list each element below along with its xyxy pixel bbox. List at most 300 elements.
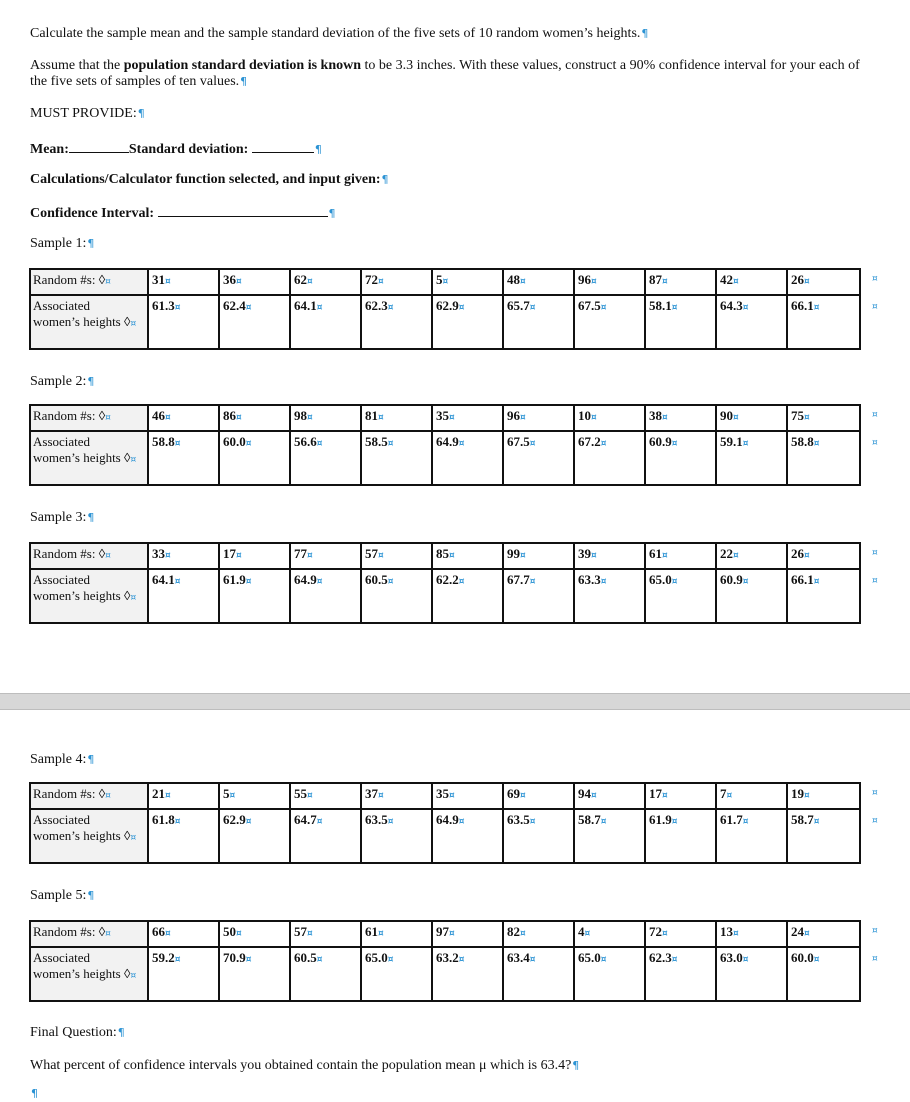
random-numbers-row: [30, 543, 860, 569]
cell-end-mark: ¤: [105, 791, 111, 801]
cell-end-mark: ¤: [458, 817, 465, 827]
table-cell: [432, 295, 503, 349]
table-cell: [716, 921, 787, 947]
cell-end-mark: ¤: [804, 277, 810, 287]
random-number-value: 57: [294, 924, 307, 939]
random-number-value: 13: [720, 924, 733, 939]
ci-blank[interactable]: [158, 204, 328, 217]
table-cell: [290, 543, 361, 569]
cell-end-mark: ¤: [316, 817, 323, 827]
random-number-value: 55: [294, 786, 307, 801]
cell-end-mark: ¤: [378, 551, 384, 561]
height-value: 58.7: [578, 812, 601, 827]
sample-2-title: Sample 2:¶: [30, 374, 95, 389]
cell-end-mark: ¤: [662, 277, 668, 287]
table-cell: [290, 921, 361, 947]
cell-end-mark: ¤: [671, 817, 678, 827]
height-value: 62.9: [436, 298, 459, 313]
diamond-mark: ◊: [98, 546, 106, 561]
cell-end-mark: ¤: [449, 929, 455, 939]
random-number-value: 26: [791, 546, 804, 561]
table-cell: [787, 569, 860, 623]
height-value: 58.8: [152, 434, 175, 449]
random-number-value: 17: [649, 786, 662, 801]
height-value: 60.5: [365, 572, 388, 587]
diamond-mark: ◊: [124, 828, 131, 843]
sample-5-title: Sample 5:¶: [30, 888, 95, 903]
cell-end-mark: ¤: [520, 551, 526, 561]
random-number-value: 96: [578, 272, 591, 287]
cell-end-mark: ¤: [316, 303, 323, 313]
table-cell: [361, 947, 432, 1001]
cell-end-mark: ¤: [600, 439, 607, 449]
cell-end-mark: ¤: [165, 551, 171, 561]
table-cell: [432, 947, 503, 1001]
table-cell: [219, 569, 290, 623]
cell-end-mark: ¤: [387, 955, 394, 965]
heights-label-line2: women’s heights: [33, 450, 121, 465]
table-cell: [290, 405, 361, 431]
cell-end-mark: ¤: [813, 439, 820, 449]
table-cell: [290, 947, 361, 1001]
cell-end-mark: ¤: [236, 929, 242, 939]
height-value: 58.8: [791, 434, 814, 449]
table-cell: [503, 405, 574, 431]
diamond-mark: ◊: [98, 786, 106, 801]
sample-1-table: [29, 268, 861, 350]
heights-label-cell: [30, 431, 148, 485]
cell-end-mark: ¤: [662, 929, 668, 939]
table-cell: [219, 543, 290, 569]
cell-end-mark: ¤: [662, 551, 668, 561]
random-number-value: 82: [507, 924, 520, 939]
cell-end-mark: ¤: [307, 277, 313, 287]
cell-end-mark: ¤: [130, 319, 137, 329]
table-cell: [148, 431, 219, 485]
row-end-mark: ¤: [872, 274, 878, 284]
cell-end-mark: ¤: [316, 955, 323, 965]
table-cell: [574, 921, 645, 947]
table-cell: [361, 921, 432, 947]
random-number-value: 17: [223, 546, 236, 561]
height-value: 64.3: [720, 298, 743, 313]
cell-end-mark: ¤: [378, 791, 384, 801]
random-numbers-row: [30, 405, 860, 431]
table-cell: [432, 809, 503, 863]
table-cell: [503, 431, 574, 485]
cell-end-mark: ¤: [449, 413, 455, 423]
cell-end-mark: ¤: [307, 413, 313, 423]
table-cell: [645, 809, 716, 863]
cell-end-mark: ¤: [458, 577, 465, 587]
heights-label-line2: women’s heights: [33, 588, 121, 603]
table-cell: [716, 295, 787, 349]
table-cell: [361, 809, 432, 863]
table-cell: [503, 543, 574, 569]
cell-end-mark: ¤: [600, 817, 607, 827]
height-value: 65.7: [507, 298, 530, 313]
cell-end-mark: ¤: [174, 577, 181, 587]
table-cell: [290, 783, 361, 809]
cell-end-mark: ¤: [174, 439, 181, 449]
table-cell: [219, 431, 290, 485]
mean-blank[interactable]: [69, 140, 129, 153]
height-value: 60.5: [294, 950, 317, 965]
cell-end-mark: ¤: [591, 791, 597, 801]
height-value: 64.9: [436, 434, 459, 449]
random-number-value: 36: [223, 272, 236, 287]
random-number-value: 26: [791, 272, 804, 287]
table-cell: [716, 269, 787, 295]
random-number-value: 85: [436, 546, 449, 561]
table-cell: [574, 543, 645, 569]
random-number-value: 86: [223, 408, 236, 423]
table-cell: [148, 569, 219, 623]
height-value: 62.9: [223, 812, 246, 827]
random-numbers-row: [30, 783, 860, 809]
sample-1-title: Sample 1:¶: [30, 236, 95, 251]
height-value: 67.7: [507, 572, 530, 587]
cell-end-mark: ¤: [520, 929, 526, 939]
table-cell: [645, 543, 716, 569]
cell-end-mark: ¤: [387, 439, 394, 449]
row-end-mark: ¤: [872, 788, 878, 798]
height-value: 63.3: [578, 572, 601, 587]
cell-end-mark: ¤: [591, 277, 597, 287]
random-label-cell: [30, 921, 148, 947]
random-numbers-row: [30, 269, 860, 295]
table-cell: [361, 783, 432, 809]
table-cell: [148, 921, 219, 947]
random-number-value: 77: [294, 546, 307, 561]
diamond-mark: ◊: [124, 314, 131, 329]
height-value: 67.5: [507, 434, 530, 449]
table-cell: [574, 569, 645, 623]
random-number-value: 90: [720, 408, 733, 423]
table-cell: [148, 295, 219, 349]
table-cell: [574, 295, 645, 349]
cell-end-mark: ¤: [378, 413, 384, 423]
random-number-value: 4: [578, 924, 585, 939]
cell-end-mark: ¤: [813, 817, 820, 827]
intro-instruction: Calculate the sample mean and the sample standard deviation of the five sets of 10 random women’s heights.¶: [30, 26, 649, 41]
heights-label-cell: [30, 295, 148, 349]
table-cell: [716, 543, 787, 569]
random-label: Random #s:: [33, 924, 96, 939]
cell-end-mark: ¤: [245, 955, 252, 965]
height-value: 64.1: [294, 298, 317, 313]
cell-end-mark: ¤: [458, 303, 465, 313]
table-cell: [503, 295, 574, 349]
cell-end-mark: ¤: [236, 413, 242, 423]
table-cell: [361, 543, 432, 569]
random-label-cell: [30, 269, 148, 295]
sample-4-title: Sample 4:¶: [30, 752, 95, 767]
cell-end-mark: ¤: [662, 791, 668, 801]
height-value: 63.2: [436, 950, 459, 965]
height-value: 64.1: [152, 572, 175, 587]
cell-end-mark: ¤: [733, 551, 739, 561]
cell-end-mark: ¤: [236, 551, 242, 561]
cell-end-mark: ¤: [130, 593, 137, 603]
cell-end-mark: ¤: [733, 277, 739, 287]
table-cell: [574, 405, 645, 431]
heights-label-line2: women’s heights: [33, 966, 121, 981]
random-number-value: 7: [720, 786, 727, 801]
cell-end-mark: ¤: [804, 791, 810, 801]
cell-end-mark: ¤: [165, 929, 171, 939]
cell-end-mark: ¤: [316, 577, 323, 587]
random-number-value: 98: [294, 408, 307, 423]
height-value: 58.5: [365, 434, 388, 449]
cell-end-mark: ¤: [387, 577, 394, 587]
random-label: Random #s:: [33, 272, 96, 287]
height-value: 61.8: [152, 812, 175, 827]
cell-end-mark: ¤: [813, 577, 820, 587]
table-cell: [432, 431, 503, 485]
random-number-value: 87: [649, 272, 662, 287]
table-cell: [219, 947, 290, 1001]
table-cell: [361, 405, 432, 431]
random-number-value: 66: [152, 924, 165, 939]
cell-end-mark: ¤: [584, 929, 591, 939]
heights-label-cell: [30, 569, 148, 623]
cell-end-mark: ¤: [591, 413, 597, 423]
table-cell: [361, 569, 432, 623]
cell-end-mark: ¤: [307, 551, 313, 561]
cell-end-mark: ¤: [458, 955, 465, 965]
table-cell: [290, 431, 361, 485]
cell-end-mark: ¤: [671, 439, 678, 449]
table-cell: [290, 269, 361, 295]
cell-end-mark: ¤: [742, 817, 749, 827]
cell-end-mark: ¤: [105, 551, 111, 561]
height-value: 61.7: [720, 812, 743, 827]
table-cell: [574, 431, 645, 485]
table-cell: [645, 269, 716, 295]
random-number-value: 81: [365, 408, 378, 423]
table-cell: [148, 543, 219, 569]
height-value: 63.4: [507, 950, 530, 965]
diamond-mark: ◊: [98, 408, 106, 423]
table-cell: [645, 431, 716, 485]
table-cell: [716, 783, 787, 809]
random-number-value: 94: [578, 786, 591, 801]
cell-end-mark: ¤: [671, 955, 678, 965]
heights-label-line1: Associated: [33, 812, 91, 827]
table-cell: [716, 947, 787, 1001]
random-number-value: 99: [507, 546, 520, 561]
height-value: 65.0: [578, 950, 601, 965]
cell-end-mark: ¤: [529, 303, 536, 313]
height-value: 60.9: [720, 572, 743, 587]
cell-end-mark: ¤: [529, 817, 536, 827]
table-cell: [361, 431, 432, 485]
height-value: 61.9: [223, 572, 246, 587]
random-number-value: 96: [507, 408, 520, 423]
table-cell: [787, 921, 860, 947]
cell-end-mark: ¤: [165, 791, 171, 801]
cell-end-mark: ¤: [245, 303, 252, 313]
row-end-mark: ¤: [872, 926, 878, 936]
table-cell: [574, 783, 645, 809]
table-cell: [716, 809, 787, 863]
heights-label-line1: Associated: [33, 572, 91, 587]
table-cell: [503, 783, 574, 809]
diamond-mark: ◊: [98, 924, 106, 939]
table-cell: [645, 569, 716, 623]
height-value: 62.3: [649, 950, 672, 965]
diamond-mark: ◊: [124, 966, 131, 981]
cell-end-mark: ¤: [742, 303, 749, 313]
heights-label-line2: women’s heights: [33, 828, 121, 843]
table-cell: [219, 269, 290, 295]
final-question-title: Final Question:¶: [30, 1025, 125, 1040]
table-cell: [432, 783, 503, 809]
cell-end-mark: ¤: [378, 929, 384, 939]
height-value: 66.1: [791, 572, 814, 587]
random-number-value: 72: [365, 272, 378, 287]
height-value: 60.0: [223, 434, 246, 449]
cell-end-mark: ¤: [174, 817, 181, 827]
table-cell: [503, 269, 574, 295]
table-cell: [787, 295, 860, 349]
cell-end-mark: ¤: [671, 303, 678, 313]
table-cell: [219, 809, 290, 863]
must-provide-heading: MUST PROVIDE:¶: [30, 106, 145, 121]
random-numbers-row: [30, 921, 860, 947]
cell-end-mark: ¤: [442, 277, 449, 287]
table-cell: [432, 405, 503, 431]
cell-end-mark: ¤: [742, 577, 749, 587]
cell-end-mark: ¤: [804, 413, 810, 423]
row-end-mark: ¤: [872, 576, 878, 586]
table-cell: [219, 783, 290, 809]
sd-label: Standard deviation:: [128, 142, 249, 157]
random-number-value: 62: [294, 272, 307, 287]
random-number-value: 61: [649, 546, 662, 561]
random-number-value: 5: [436, 272, 443, 287]
cell-end-mark: ¤: [174, 955, 181, 965]
heights-row: [30, 431, 860, 485]
heights-row: [30, 809, 860, 863]
height-value: 61.3: [152, 298, 175, 313]
table-cell: [148, 947, 219, 1001]
cell-end-mark: ¤: [733, 929, 739, 939]
table-cell: [148, 783, 219, 809]
cell-end-mark: ¤: [529, 439, 536, 449]
table-cell: [787, 405, 860, 431]
height-value: 62.2: [436, 572, 459, 587]
table-cell: [645, 947, 716, 1001]
cell-end-mark: ¤: [520, 791, 526, 801]
diamond-mark: ◊: [98, 272, 106, 287]
final-question-text: What percent of confidence intervals you obtained contain the population mean μ which is 63.4?¶: [30, 1058, 580, 1073]
height-value: 65.0: [649, 572, 672, 587]
cell-end-mark: ¤: [165, 413, 171, 423]
table-cell: [716, 431, 787, 485]
cell-end-mark: ¤: [742, 955, 749, 965]
height-value: 70.9: [223, 950, 246, 965]
sample-4-table: [29, 782, 861, 864]
table-cell: [361, 295, 432, 349]
random-number-value: 69: [507, 786, 520, 801]
random-number-value: 19: [791, 786, 804, 801]
document-page-2: [0, 710, 910, 1100]
sample-3-title: Sample 3:¶: [30, 510, 95, 525]
cell-end-mark: ¤: [236, 277, 242, 287]
height-value: 64.9: [294, 572, 317, 587]
table-cell: [219, 295, 290, 349]
table-cell: [432, 569, 503, 623]
table-cell: [290, 569, 361, 623]
random-number-value: 35: [436, 786, 449, 801]
table-cell: [787, 431, 860, 485]
row-end-mark: ¤: [872, 816, 878, 826]
random-number-value: 61: [365, 924, 378, 939]
cell-end-mark: ¤: [726, 791, 733, 801]
random-label: Random #s:: [33, 408, 96, 423]
heights-row: [30, 947, 860, 1001]
table-cell: [290, 809, 361, 863]
row-end-mark: ¤: [872, 438, 878, 448]
height-value: 58.7: [791, 812, 814, 827]
cell-end-mark: ¤: [804, 551, 810, 561]
cell-end-mark: ¤: [174, 303, 181, 313]
heights-label-line1: Associated: [33, 298, 91, 313]
sample-3-table: [29, 542, 861, 624]
table-cell: [787, 783, 860, 809]
table-cell: [787, 809, 860, 863]
table-cell: [219, 921, 290, 947]
cell-end-mark: ¤: [449, 791, 455, 801]
cell-end-mark: ¤: [813, 303, 820, 313]
table-cell: [645, 783, 716, 809]
height-value: 59.1: [720, 434, 743, 449]
row-end-mark: ¤: [872, 410, 878, 420]
cell-end-mark: ¤: [520, 277, 526, 287]
table-cell: [716, 569, 787, 623]
height-value: 61.9: [649, 812, 672, 827]
random-number-value: 35: [436, 408, 449, 423]
heights-row: [30, 569, 860, 623]
sd-blank[interactable]: [252, 140, 314, 153]
mean-sd-line: Mean: Standard deviation: ¶: [30, 142, 322, 157]
random-number-value: 10: [578, 408, 591, 423]
table-cell: [645, 405, 716, 431]
random-number-value: 21: [152, 786, 165, 801]
random-number-value: 22: [720, 546, 733, 561]
table-cell: [148, 405, 219, 431]
cell-end-mark: ¤: [307, 929, 313, 939]
calculations-line: Calculations/Calculator function selected, and input given:¶: [30, 172, 389, 187]
height-value: 65.0: [365, 950, 388, 965]
cell-end-mark: ¤: [529, 955, 536, 965]
random-label-cell: [30, 783, 148, 809]
cell-end-mark: ¤: [165, 277, 171, 287]
cell-end-mark: ¤: [307, 791, 313, 801]
heights-label-cell: [30, 809, 148, 863]
trailing-paragraph-mark: ¶: [31, 1087, 38, 1100]
random-label: Random #s:: [33, 786, 96, 801]
random-label: Random #s:: [33, 546, 96, 561]
table-cell: [787, 269, 860, 295]
random-number-value: 37: [365, 786, 378, 801]
height-value: 56.6: [294, 434, 317, 449]
cell-end-mark: ¤: [458, 439, 465, 449]
confidence-interval-line: Confidence Interval: ¶: [30, 206, 336, 221]
cell-end-mark: ¤: [662, 413, 668, 423]
